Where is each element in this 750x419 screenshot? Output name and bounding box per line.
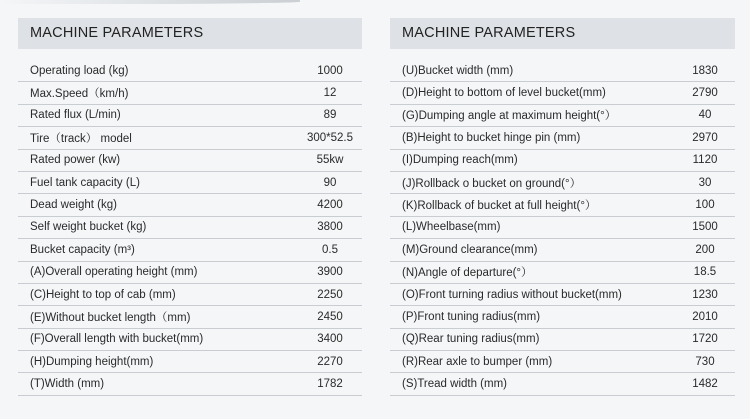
parameter-value: 55kw: [316, 154, 344, 167]
parameter-label: (D)Height to bottom of level bucket(mm): [402, 87, 606, 100]
parameter-label: (H)Dumping height(mm): [30, 355, 154, 368]
table-row: [390, 217, 735, 239]
parameter-value: 1720: [692, 333, 718, 346]
table-row: [18, 351, 362, 373]
parameter-value: 3400: [317, 333, 343, 346]
parameter-value: 200: [695, 243, 715, 256]
parameter-value: 300*52.5: [306, 131, 354, 144]
table-row: [390, 262, 735, 284]
table-row: [18, 82, 362, 104]
parameter-value: 2250: [317, 288, 343, 301]
parameter-value: 90: [323, 176, 337, 189]
parameter-value: 30: [698, 176, 712, 189]
parameter-label: (A)Overall operating height (mm): [30, 266, 198, 279]
parameter-value: 1830: [692, 64, 718, 77]
parameter-label: (S)Tread width (mm): [402, 378, 507, 391]
parameter-value: 4200: [317, 199, 343, 212]
parameter-value: 3800: [317, 221, 343, 234]
table-row: [390, 105, 735, 127]
table-row: [390, 306, 735, 328]
parameter-label: (I)Dumping reach(mm): [402, 154, 518, 167]
parameter-value: 2790: [692, 87, 718, 100]
table-row: [18, 150, 362, 172]
table-row: [390, 284, 735, 306]
parameter-value: 89: [323, 109, 337, 122]
parameter-label: Operating load (kg): [30, 64, 129, 77]
table-row: [390, 150, 735, 172]
parameter-label: Rated flux (L/min): [30, 109, 121, 122]
parameter-label: Rated power (kw): [30, 154, 121, 167]
parameters-table: [390, 60, 735, 396]
table-row: [18, 329, 362, 351]
table-row: [18, 284, 362, 306]
parameter-label: (T)Width (mm): [30, 378, 105, 391]
right-parameters-panel: [390, 18, 735, 396]
table-row: [18, 194, 362, 216]
parameter-label: (R)Rear axle to bumper (mm): [402, 355, 553, 368]
parameter-label: (B)Height to bucket hinge pin (mm): [402, 131, 581, 144]
decorative-shadow: [0, 0, 300, 4]
table-row: [18, 105, 362, 127]
parameter-value: 1500: [692, 221, 718, 234]
parameter-label: Tire（track） model: [30, 132, 132, 145]
parameter-label: (F)Overall length with bucket(mm): [30, 333, 204, 346]
parameter-label: Fuel tank capacity (L): [30, 176, 140, 189]
table-row: [390, 194, 735, 216]
table-row: [390, 351, 735, 373]
left-parameters-panel: [18, 18, 362, 396]
parameter-value: 12: [323, 87, 337, 100]
table-row: [390, 172, 735, 194]
table-row: [18, 306, 362, 328]
parameter-value: 2270: [317, 355, 343, 368]
parameter-value: 3900: [317, 266, 343, 279]
parameter-value: 1482: [692, 378, 718, 391]
parameter-label: (K)Rollback of bucket at full height(°）: [402, 200, 597, 213]
table-row: [18, 60, 362, 82]
table-row: [18, 262, 362, 284]
parameter-value: 0.5: [322, 243, 338, 256]
parameter-value: 2970: [692, 131, 718, 144]
parameter-value: 40: [698, 109, 712, 122]
table-row: [18, 127, 362, 149]
table-row: [18, 239, 362, 261]
table-row: [18, 373, 362, 395]
parameter-value: 2450: [317, 310, 343, 323]
parameter-value: 1230: [692, 288, 718, 301]
parameter-label: (C)Height to top of cab (mm): [30, 288, 176, 301]
parameter-label: (L)Wheelbase(mm): [402, 221, 501, 234]
parameter-value: 1120: [692, 154, 718, 167]
parameter-value: 730: [695, 355, 715, 368]
table-row: [390, 329, 735, 351]
parameter-value: 1782: [317, 378, 343, 391]
table-row: [390, 127, 735, 149]
parameter-value: 2010: [692, 310, 718, 323]
parameter-label: (U)Bucket width (mm): [402, 64, 514, 77]
parameter-label: (M)Ground clearance(mm): [402, 243, 538, 256]
parameters-table: [18, 60, 362, 396]
table-row: [18, 217, 362, 239]
parameter-label: Self weight bucket (kg): [30, 221, 147, 234]
parameter-label: Dead weight (kg): [30, 199, 117, 212]
parameter-value: 100: [695, 199, 715, 212]
parameter-label: (N)Angle of departure(°）: [402, 267, 533, 280]
parameter-label: (O)Front turning radius without bucket(mm): [402, 288, 622, 301]
table-row: [390, 373, 735, 395]
panel-title: MACHINE PARAMETERS: [390, 18, 735, 49]
parameter-label: (E)Without bucket length（mm): [30, 311, 191, 324]
parameter-label: (P)Front tuning radius(mm): [402, 310, 541, 323]
parameter-label: Max.Speed（km/h): [30, 88, 129, 101]
parameter-label: Bucket capacity (m³): [30, 243, 135, 256]
parameter-value: 1000: [317, 64, 343, 77]
parameter-label: (G)Dumping angle at maximum height(°）: [402, 110, 617, 123]
parameter-value: 18.5: [693, 266, 717, 279]
parameter-label: (Q)Rear tuning radius(mm): [402, 333, 540, 346]
table-row: [390, 82, 735, 104]
parameter-label: (J)Rollback o bucket on ground(°）: [402, 177, 582, 190]
panel-title: MACHINE PARAMETERS: [18, 18, 362, 49]
table-row: [18, 172, 362, 194]
table-row: [390, 60, 735, 82]
table-row: [390, 239, 735, 261]
